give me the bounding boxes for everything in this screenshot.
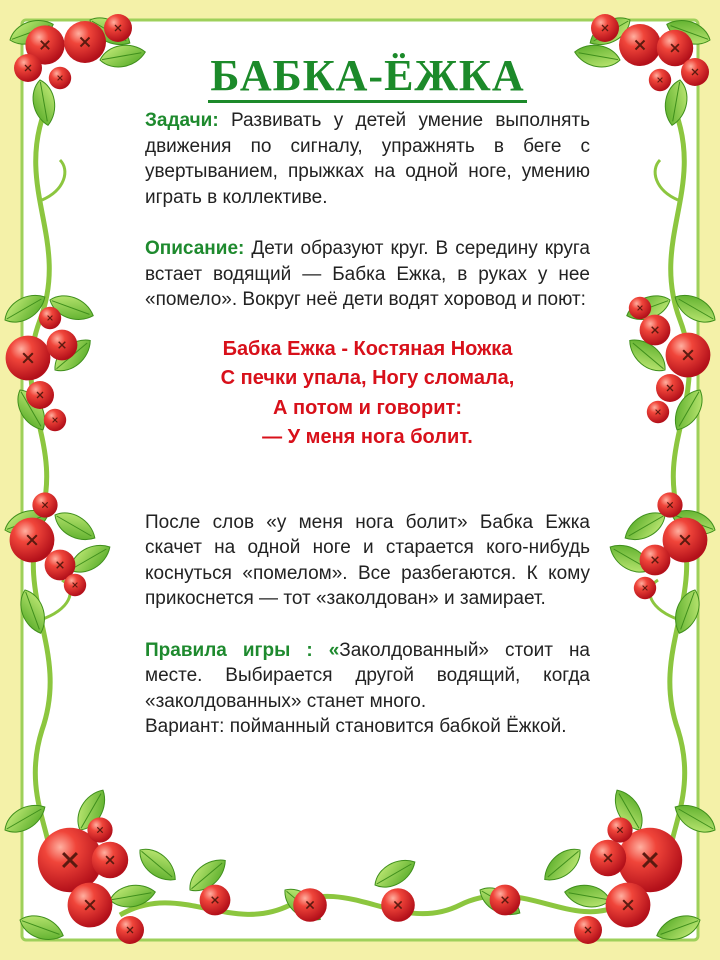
title-text: БАБКА-ЁЖКА <box>208 51 526 103</box>
game-flow-paragraph: После слов «у меня нога болит» Бабка Ежка скачет на одной ноге и старается кого-нибудь коснуться «помелом». Все разбегаются. К кому прикоснется — тот «заколдован» и замирает. <box>145 511 590 609</box>
song-verse <box>145 335 590 453</box>
rules-label: Правила игры : « <box>145 639 340 661</box>
tasks-paragraph <box>145 108 590 210</box>
game-card-content <box>145 50 590 740</box>
variant-paragraph: Вариант: пойманный становится бабкой Ёжкой. <box>145 716 567 737</box>
verse-line: С печки упала, Ногу сломала, <box>220 367 515 389</box>
tasks-label: Задачи: <box>145 110 219 131</box>
tasks-text: Развивать у детей умение выполнять движения по сигналу, упражнять в беге с увертыванием, прыжках на одной ноге, умению играть в коллективе. <box>145 110 590 208</box>
description-text: Дети образуют круг. В середину круга встает водящий — Бабка Ежка, в руках у нее «помело». Вокруг неё дети водят хоровод и поют: <box>145 238 590 310</box>
verse-line: А потом и говорит: <box>273 396 462 419</box>
verse-line: Бабка Ежка - Костяная Ножка <box>222 337 513 360</box>
rules-text: Заколдованный» стоит на месте. Выбирается другой водящий, когда «заколдованных» станет много. <box>145 639 590 712</box>
page-title <box>145 50 590 102</box>
description-label: Описание: <box>145 238 245 259</box>
verse-line: — У меня нога болит. <box>262 426 473 448</box>
rules-paragraph <box>145 638 590 715</box>
description-paragraph <box>145 236 590 313</box>
